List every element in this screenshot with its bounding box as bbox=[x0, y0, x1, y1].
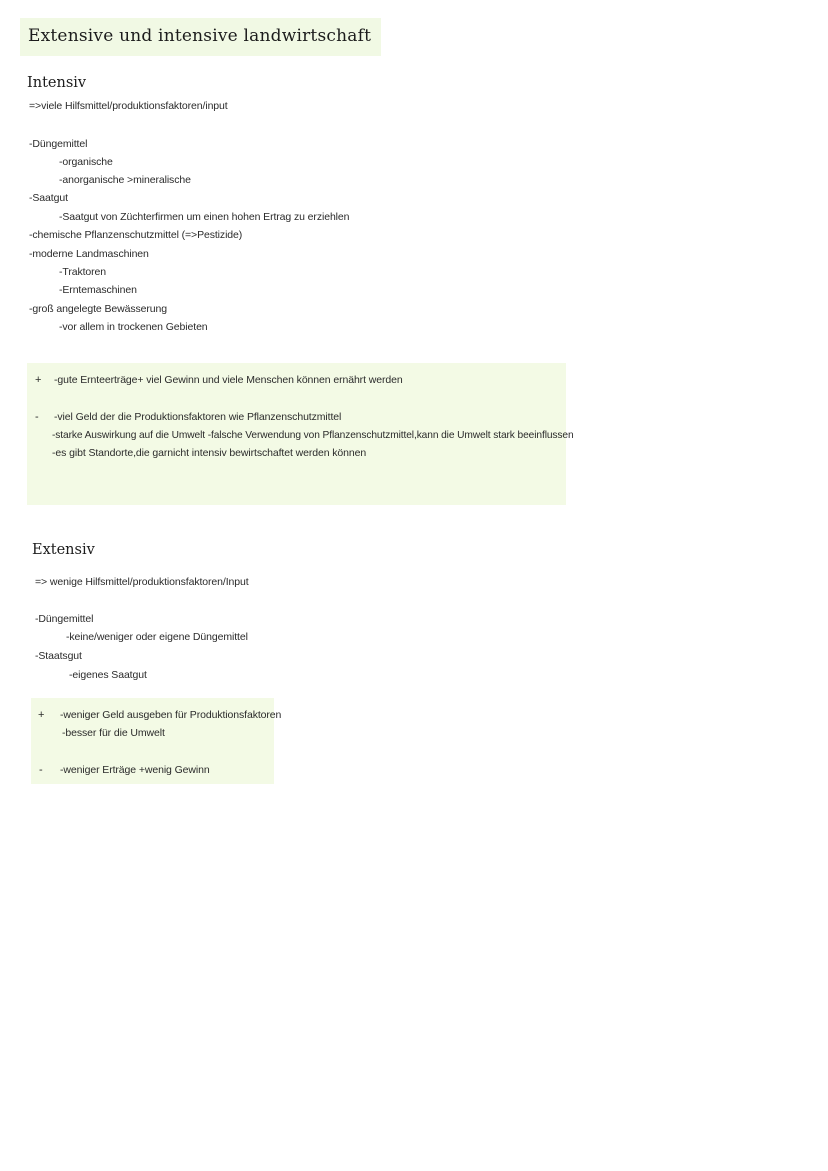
intensiv-item: -groß angelegte Bewässerung bbox=[29, 303, 167, 315]
page-title: Extensive und intensive landwirtschaft bbox=[28, 26, 372, 46]
cons-sign: - bbox=[35, 411, 39, 423]
intensiv-item: -chemische Pflanzenschutzmittel (=>Pestizide) bbox=[29, 229, 243, 241]
extensiv-item: -Düngemittel bbox=[35, 613, 94, 625]
pros-item: -besser für die Umwelt bbox=[62, 727, 165, 739]
extensiv-pros-cons-box bbox=[31, 698, 282, 784]
extensiv-intro: => wenige Hilfsmittel/produktionsfaktoren/Input bbox=[35, 576, 249, 588]
intensiv-subitem: -organische bbox=[59, 156, 113, 168]
extensiv-heading: Extensiv bbox=[32, 542, 95, 558]
pros-item: -weniger Geld ausgeben für Produktionsfaktoren bbox=[60, 709, 282, 721]
pros-sign: + bbox=[38, 709, 45, 721]
intensiv-subitem: -Saatgut von Züchterfirmen um einen hohen Ertrag zu erziehlen bbox=[59, 211, 350, 223]
intensiv-item: -Düngemittel bbox=[29, 138, 88, 150]
intensiv-heading: Intensiv bbox=[27, 75, 87, 91]
extensiv-item: -Staatsgut bbox=[35, 650, 82, 662]
pros-sign: + bbox=[35, 374, 42, 386]
title-box bbox=[20, 18, 381, 56]
intensiv-subitem: -Traktoren bbox=[59, 266, 107, 278]
intensiv-item: -moderne Landmaschinen bbox=[29, 248, 149, 260]
intensiv-item: -Saatgut bbox=[29, 192, 68, 204]
intensiv-subitem: -vor allem in trockenen Gebieten bbox=[59, 321, 208, 333]
extensiv-subitem: -keine/weniger oder eigene Düngemittel bbox=[66, 631, 248, 643]
pros-item: -gute Ernteerträge+ viel Gewinn und viele Menschen können ernährt werden bbox=[54, 374, 403, 386]
cons-sign: - bbox=[39, 764, 43, 776]
intensiv-pros-cons-box bbox=[27, 363, 574, 505]
intensiv-subitem: -Erntemaschinen bbox=[59, 284, 137, 296]
extensiv-subitem: -eigenes Saatgut bbox=[69, 669, 147, 681]
intensiv-intro: =>viele Hilfsmittel/produktionsfaktoren/input bbox=[29, 100, 228, 112]
intensiv-subitem: -anorganische >mineralische bbox=[59, 174, 191, 186]
cons-item: -viel Geld der die Produktionsfaktoren wie Pflanzenschutzmittel bbox=[54, 411, 342, 423]
cons-item: -es gibt Standorte,die garnicht intensiv bewirtschaftet werden können bbox=[52, 447, 367, 459]
cons-item: -starke Auswirkung auf die Umwelt -falsche Verwendung von Pflanzenschutzmittel,kann die Umwelt stark beeinflussen bbox=[52, 430, 574, 441]
cons-item: -weniger Erträge +wenig Gewinn bbox=[60, 764, 210, 776]
